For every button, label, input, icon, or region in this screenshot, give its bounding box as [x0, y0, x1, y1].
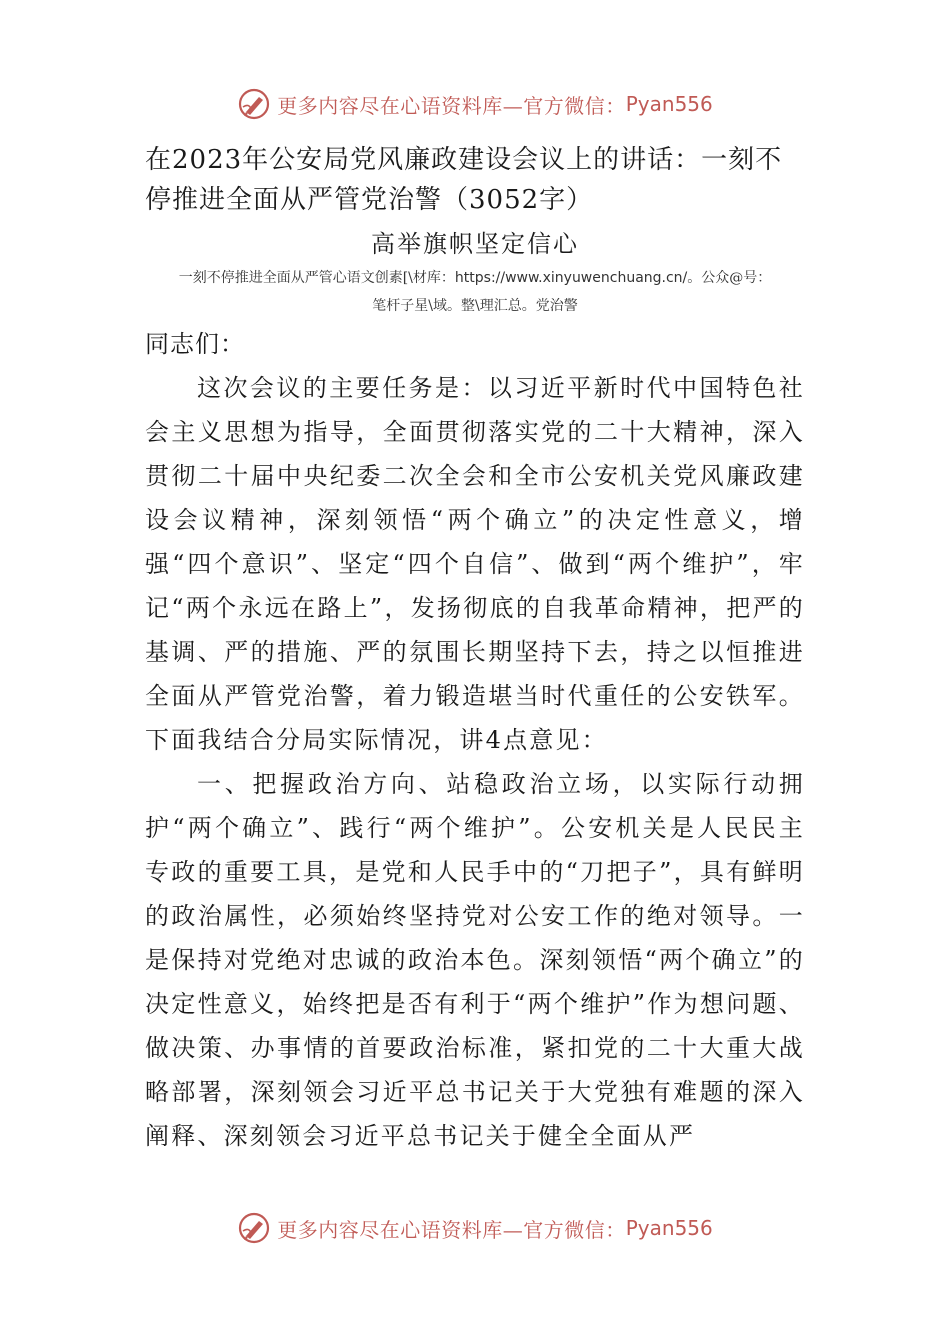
header-banner: [0, 82, 950, 126]
source-url: https://www.xinyuwenchuang.cn/: [454, 270, 688, 286]
paragraph: 这次会议的主要任务是：以习近平新时代中国特色社会主义思想为指导，全面贯彻落实党的二十大精神，深入贯彻二十届中央纪委二次全会和全市公安机关党风廉政建设会议精神，深刻领悟“两个确立”的决定性意义，增强“四个意识”、坚定“四个自信”、做到“两个维护”，牢记“两个永远在路上”，发扬彻底的自我革命精神，把严的基调、严的措施、严的氛围长期坚持下去，持之以恒推进全面从严管党治警，着力锻造堪当时代重任的公安铁军。下面我结合分局实际情况，讲4点意见：: [145, 374, 805, 754]
source-note: [145, 264, 805, 320]
banner-text: 更多内容尽在心语资料库—官方微信：: [277, 93, 626, 118]
source-line-2: 笔杆子星\域。整\理汇总。党治警: [372, 298, 578, 314]
document-title: 在2023年公安局党风廉政建设会议上的讲话：一刻不停推进全面从严管党治警（3052字）: [145, 145, 783, 215]
pen-logo-icon: [237, 1211, 271, 1245]
source-line-1: 一刻不停推进全面从严管心语文创素[\材库：: [178, 270, 455, 286]
pen-logo-icon: [237, 87, 271, 121]
source-line-1-tail: 。公众@号：: [687, 270, 772, 286]
banner-wechat-id: Pyan556: [625, 1216, 713, 1240]
document-subtitle: 高举旗帜坚定信心: [371, 230, 579, 258]
document-body: [145, 140, 805, 1158]
banner-text: 更多内容尽在心语资料库—官方微信：: [277, 1217, 626, 1242]
footer-banner: [0, 1206, 950, 1250]
banner-wechat-id: Pyan556: [625, 92, 713, 116]
greeting: 同志们：: [145, 330, 245, 358]
paragraph: 一、把握政治方向、站稳政治立场，以实际行动拥护“两个确立”、践行“两个维护”。公安机关是人民民主专政的重要工具，是党和人民手中的“刀把子”，具有鲜明的政治属性，必须始终坚持党对公安工作的绝对领导。一是保持对党绝对忠诚的政治本色。深刻领悟“两个确立”的决定性意义，始终把是否有利于“两个维护”作为想问题、做决策、办事情的首要政治标准，紧扣党的二十大重大战略部署，深刻领会习近平总书记关于大党独有难题的深入阐释、深刻领会习近平总书记关于健全全面从严: [145, 770, 805, 1150]
